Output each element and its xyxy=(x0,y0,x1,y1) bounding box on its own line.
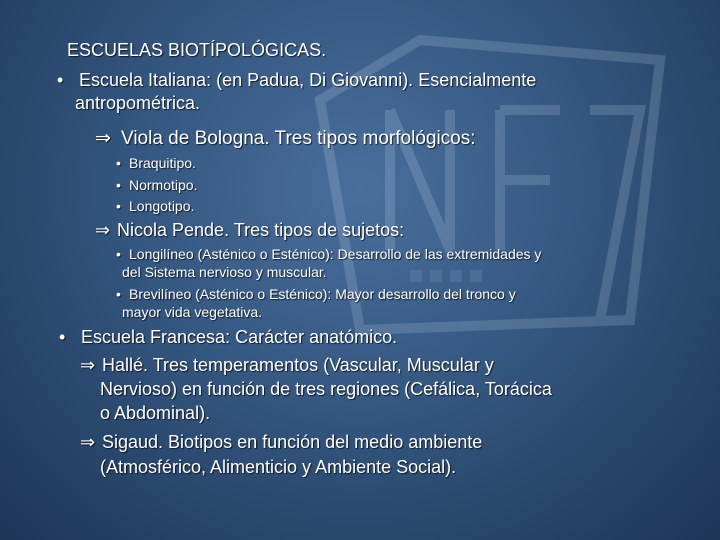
italiana-line-2: antropométrica. xyxy=(75,93,201,113)
halle-line-1: Hallé. Tres temperamentos (Vascular, Muscular y xyxy=(102,355,494,375)
viola-heading xyxy=(95,127,476,150)
implies-arrow-icon: ⇒ xyxy=(95,128,111,149)
slide-title: ESCUELAS BIOTÍPOLÓGICAS. xyxy=(67,40,327,60)
halle-heading xyxy=(80,355,494,376)
list-item-braquitipo xyxy=(116,155,196,171)
longilineo-line-2: del Sistema nervioso y muscular. xyxy=(122,264,327,280)
brevilineo-line-2: mayor vida vegetativa. xyxy=(122,304,263,320)
sub-bullet-dot: • xyxy=(116,198,121,214)
list-item-longotipo xyxy=(116,198,194,214)
halle-line-2: Nervioso) en función de tres regiones (Cefálica, Torácica xyxy=(100,379,552,399)
viola-text: Viola de Bologna. Tres tipos morfológicos: xyxy=(121,128,476,149)
sub-bullet-dot: • xyxy=(116,246,121,262)
list-item-brevilineo xyxy=(116,286,516,302)
italiana-line-1: Escuela Italiana: (en Padua, Di Giovanni). Esencialmente xyxy=(79,70,537,90)
bullet-escuela-italiana xyxy=(57,70,536,91)
pende-heading xyxy=(95,220,404,241)
bullet-dot: • xyxy=(59,327,66,347)
bullet-escuela-francesa xyxy=(59,327,397,348)
list-item-longilineo xyxy=(116,246,541,262)
braquitipo-text: Braquitipo. xyxy=(129,155,196,171)
longilineo-line-1: Longilíneo (Asténico o Esténico): Desarrollo de las extremidades y xyxy=(129,246,542,262)
sigaud-heading xyxy=(80,432,482,453)
sigaud-line-2: (Atmosférico, Alimenticio y Ambiente Social). xyxy=(100,457,457,477)
halle-line-3: o Abdominal). xyxy=(100,403,211,423)
sub-bullet-dot: • xyxy=(116,177,121,193)
normotipo-text: Normotipo. xyxy=(129,177,198,193)
implies-arrow-icon: ⇒ xyxy=(80,355,96,375)
bullet-dot: • xyxy=(57,70,64,90)
longotipo-text: Longotipo. xyxy=(129,198,195,214)
brevilineo-line-1: Brevilíneo (Asténico o Esténico): Mayor desarrollo del tronco y xyxy=(129,286,516,302)
implies-arrow-icon: ⇒ xyxy=(80,432,96,452)
francesa-line-1: Escuela Francesa: Carácter anatómico. xyxy=(81,327,398,347)
sub-bullet-dot: • xyxy=(116,286,121,302)
sigaud-line-1: Sigaud. Biotipos en función del medio ambiente xyxy=(102,432,483,452)
pende-text: Nicola Pende. Tres tipos de sujetos: xyxy=(117,220,405,240)
implies-arrow-icon: ⇒ xyxy=(95,220,111,240)
sub-bullet-dot: • xyxy=(116,155,121,171)
list-item-normotipo xyxy=(116,177,197,193)
